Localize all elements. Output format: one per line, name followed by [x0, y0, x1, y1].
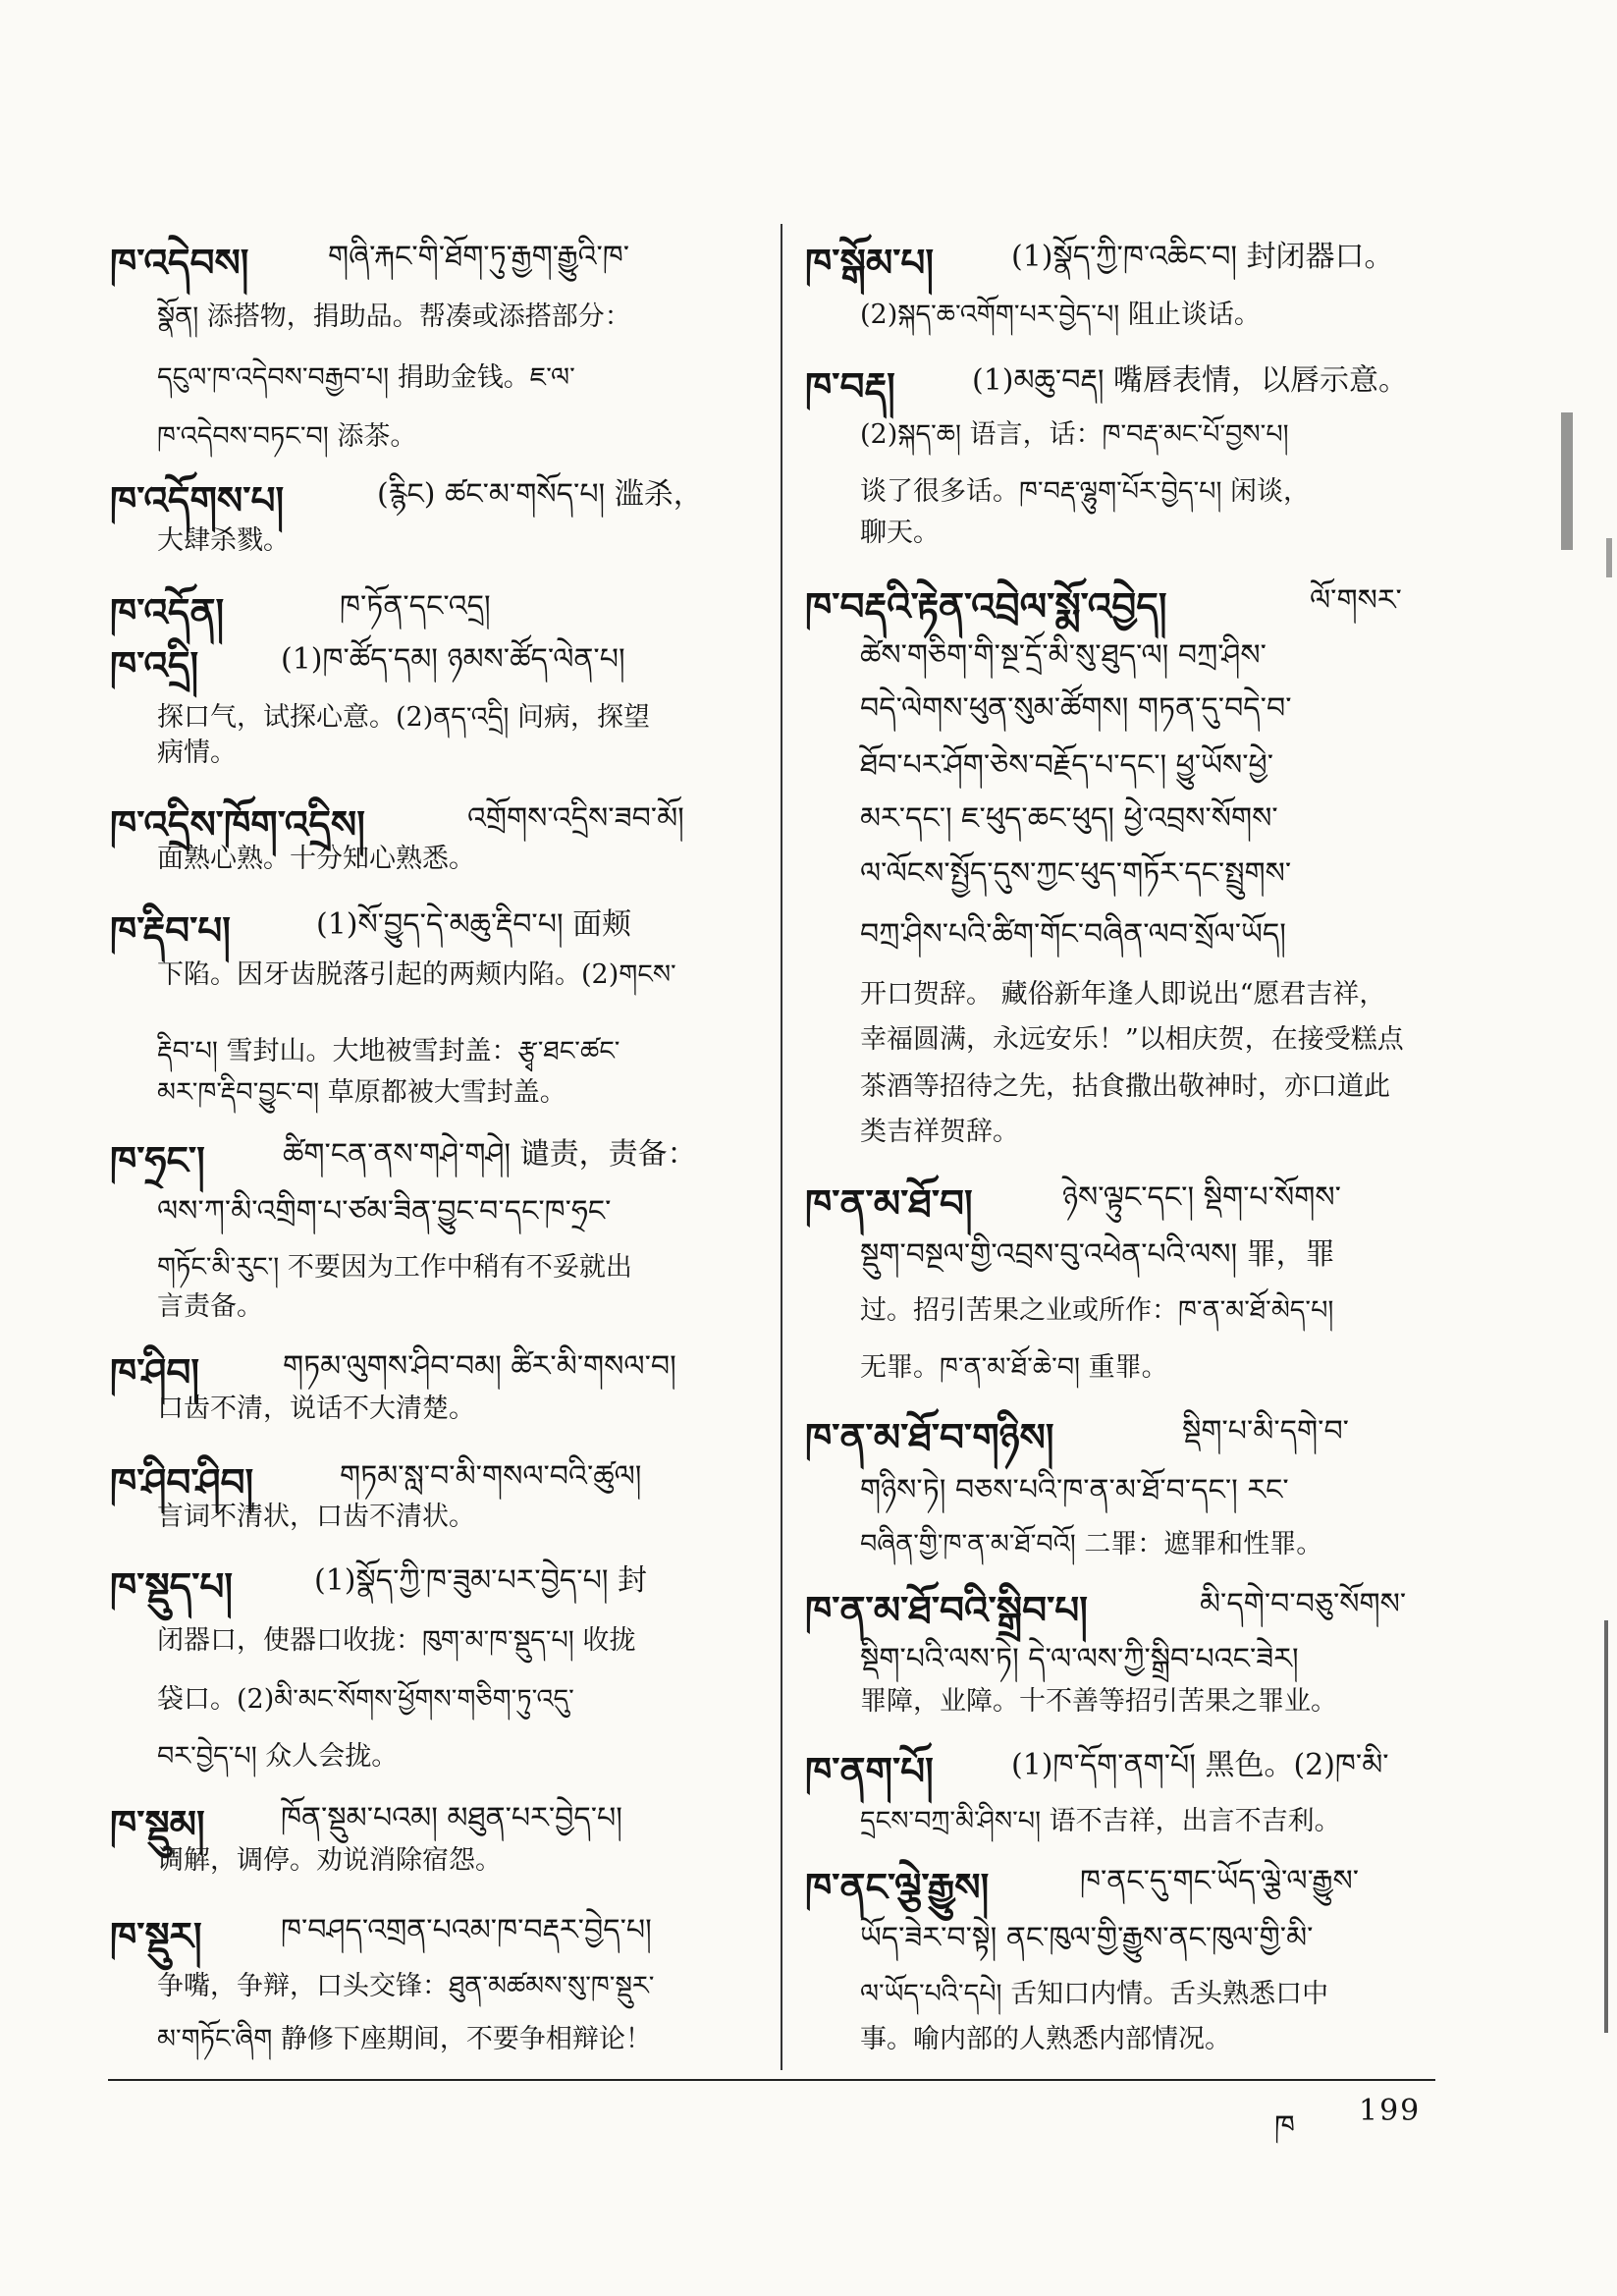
definition-line: སྡིག་པ་མི་དགེ་བ་	[1182, 1414, 1349, 1449]
headword: ཁ་ཤིབ་ཤིབ།	[110, 1460, 254, 1505]
definition-line: (2)སྐད་ཆ། 语言，话：ཁ་བརྡ་མང་པོ་བྱས་པ།	[860, 419, 1289, 450]
definition-line: 病情。	[157, 738, 237, 768]
definition-line: (རྙིང) ཚང་མ་གསོད་པ། 滥杀，	[377, 477, 703, 512]
definition-line: མི་དགེ་བ་བཅུ་སོགས་	[1200, 1587, 1407, 1621]
headword: ཁ་ཧྲང་།	[110, 1138, 205, 1183]
definition-line: གཏོང་མི་རུང་། 不要因为工作中稍有不妥就出	[157, 1252, 632, 1283]
headword: ཁ་སྡུད་པ།	[110, 1564, 234, 1610]
definition-line: བཞིན་གྱི་ཁ་ན་མ་ཐོ་བའོ། 二罪：遮罪和性罪。	[860, 1529, 1323, 1559]
definition-line: སྣོན། 添搭物，捐助品。帮凑或添搭部分：	[157, 301, 631, 332]
definition-line: 言责备。	[157, 1291, 263, 1322]
definition-line: ཐོབ་པར་ཤོག་ཅེས་བརྗོད་པ་དང་། ཕྱུ་ཡོས་ཕྱེ་	[860, 748, 1274, 783]
definition-line: ཁ་འདེབས་བཏང་བ། 添茶。	[157, 421, 417, 452]
definition-line: 探口气，试探心意。(2)ནད་འདྲི། 问病，探望	[157, 702, 650, 733]
headword: ཁ་སྡུར།	[110, 1914, 202, 1959]
definition-line: 无罪。ཁ་ན་མ་ཐོ་ཆེ་བ། 重罪。	[860, 1352, 1168, 1383]
headword: ཁ་འདོན།	[110, 590, 225, 635]
definition-line: གཞི་རྐང་གི་ཐོག་ཏུ་རྒྱག་རྒྱུའི་ཁ་	[328, 240, 630, 274]
definition-line: 面熟心熟。十分知心熟悉。	[157, 844, 475, 874]
definition-line: བར་བྱེད་པ། 众人会拢。	[157, 1741, 399, 1772]
footer-rule	[108, 2079, 1435, 2081]
definition-line: གཉིས་ཏེ། བཅས་པའི་ཁ་ན་མ་ཐོ་བ་དང་། རང་	[860, 1473, 1289, 1507]
definition-line: (1)སྣོད་ཀྱི་ཁ་ཟུམ་པར་བྱེད་པ། 封	[314, 1563, 648, 1598]
definition-line: ཁ་བཤད་འགྲན་པའམ་ཁ་བརྡར་བྱེད་པ།	[281, 1913, 652, 1947]
headword: ཁ་བརྡ།	[805, 364, 895, 410]
definition-line: འགྲོགས་འདྲིས་ཟབ་མོ།	[467, 801, 684, 836]
definition-line: ལས་ཀ་མི་འགྲིག་པ་ཙམ་ཟིན་བྱུང་བ་དང་ཁ་ཧྲང་	[157, 1194, 612, 1229]
definition-line: དངུལ་ཁ་འདེབས་བརྒྱབ་པ། 捐助金钱。ཇ་ལ་	[157, 362, 575, 393]
definition-line: མ་གཏོང་ཞིག 静修下座期间，不要争相辩论！	[157, 2024, 652, 2054]
definition-line: 言词不清状，口齿不清状。	[157, 1502, 475, 1532]
headword: ཁ་འདེབས།	[110, 241, 249, 286]
definition-line: ཡོད་ཟེར་བ་སྟེ། ནང་ཁུལ་གྱི་རྒྱུས་ནང་ཁུལ་གྱི་མི་	[860, 1921, 1314, 1955]
definition-line: མར་ཁ་རྡིབ་བྱུང་བ། 草原都被大雪封盖。	[157, 1077, 566, 1108]
page-number: 199	[1359, 2094, 1422, 2128]
definition-line: བདེ་ལེགས་ཕུན་སུམ་ཚོགས། གཏན་དུ་བདེ་བ་	[860, 691, 1292, 726]
headword: ཁ་ནག་པོ།	[805, 1749, 934, 1794]
definition-line: 谈了很多话。ཁ་བརྡ་ལྷུག་པོར་བྱེད་པ། 闲谈，	[860, 476, 1311, 507]
definition-line: སྡུག་བསྔལ་གྱི་འབྲས་བུ་འཕེན་པའི་ལས། 罪，罪	[860, 1237, 1335, 1272]
definition-line: 罪障，业障。十不善等招引苦果之罪业。	[860, 1686, 1337, 1717]
definition-line: 袋口。(2)མི་མང་སོགས་ཕྱོགས་གཅིག་ཏུ་འདུ་	[157, 1684, 574, 1715]
definition-line: 闭器口，使器口收拢：ཁུག་མ་ཁ་སྡུད་པ། 收拢	[157, 1625, 636, 1656]
definition-line: 聊天。	[860, 518, 940, 548]
definition-line: རྡིབ་པ། 雪封山。大地被雪封盖：རྩྭ་ཐང་ཚང་	[157, 1036, 620, 1066]
scan-edge-mark	[1606, 538, 1612, 577]
column-divider	[781, 224, 782, 2070]
section-letter: ཁ	[1274, 2109, 1295, 2144]
definition-line: ཁ་ཏོན་དང་འདྲ།	[340, 589, 491, 624]
definition-line: གཏམ་ལུགས་ཤིབ་བམ། ཚིར་མི་གསལ་བ།	[283, 1349, 676, 1384]
headword: ཁ་ན་མ་ཐོ་བ་གཉིས།	[805, 1415, 1054, 1460]
definition-line: 类吉祥贺辞。	[860, 1117, 1019, 1147]
definition-line: གཏམ་སླ་བ་མི་གསལ་བའི་ཚུལ།	[340, 1459, 642, 1494]
scan-edge-mark	[1604, 1620, 1608, 2033]
definition-line: (1)ཁ་དོག་ནག་པོ། 黑色。(2)ཁ་མི་	[1011, 1748, 1389, 1782]
definition-line: 过。招引苦果之业或所作：ཁ་ན་མ་ཐོ་མེད་པ།	[860, 1295, 1334, 1326]
definition-line: 口齿不清，说话不大清楚。	[157, 1394, 475, 1424]
definition-line: བཀྲ་ཤིས་པའི་ཚིག་གོང་བཞིན་ལབ་སྲོལ་ཡོད།	[860, 917, 1286, 952]
headword: ཁ་བརྡའི་རྟེན་འབྲེལ་སྨོ་འབྱེད།	[805, 584, 1167, 629]
definition-line: 调解，调停。劝说消除宿怨。	[157, 1845, 502, 1876]
headword: ཁ་སྒོམ་པ།	[805, 241, 935, 286]
definition-line: སྡིག་པའི་ལས་ཏེ། དེ་ལ་ལས་ཀྱི་སྒྲིབ་པའང་ཟེར།	[860, 1642, 1299, 1676]
headword: ཁ་འདོགས་པ།	[110, 478, 285, 523]
definition-line: ཚེས་གཅིག་གི་སྔ་དྲོ་མི་སུ་ཐུད་ལ། བཀྲ་ཤིས་	[860, 638, 1267, 673]
definition-line: 下陷。因牙齿脱落引起的两颊内陷。(2)གངས་	[157, 959, 676, 990]
headword: ཁ་འདྲིས་ཁོག་འདྲིས།	[110, 802, 365, 847]
definition-line: ལོ་གསར་	[1310, 583, 1402, 618]
definition-line: 茶酒等招待之先，拈食撒出敬神时，亦口道此	[860, 1071, 1390, 1102]
definition-line: མར་དང་། ཇ་ཕུད་ཆང་ཕུད། ཕྱེ་འབྲས་སོགས་	[860, 801, 1278, 836]
definition-line: (2)སྐད་ཆ་འགོག་པར་བྱེད་པ། 阻止谈话。	[860, 300, 1261, 330]
definition-line: ལ་ལོངས་སྤྱོད་དུས་ཀྱང་ཕུད་གཏོར་དང་སྤྲུགས་	[860, 856, 1292, 891]
headword: ཁ་ཤིབ།	[110, 1350, 200, 1395]
definition-line: དྲངས་བཀྲ་མི་ཤིས་པ། 语不吉祥，出言不吉利。	[860, 1806, 1341, 1836]
headword: ཁ་ན་མ་ཐོ་བ།	[805, 1181, 973, 1227]
definition-line: ཁ་ནང་དུ་གང་ཡོད་ལྕེ་ལ་རྒྱུས་	[1080, 1864, 1360, 1898]
definition-line: 幸福圆满，永远安乐！”以相庆贺，在接受糕点	[860, 1024, 1404, 1055]
headword: ཁ་རྡིབ་པ།	[110, 908, 231, 954]
definition-line: (1)སོ་བྱུད་དེ་མཆུ་རྡིབ་པ། 面颊	[316, 907, 632, 942]
definition-line: (1)ཁ་ཚོད་དམ། ཉམས་ཚོད་ལེན་པ།	[281, 642, 625, 677]
scan-edge-mark	[1561, 412, 1573, 550]
definition-line: ཁོན་སྡུམ་པའམ། མཐུན་པར་བྱེད་པ།	[281, 1801, 622, 1835]
definition-line: (1)སྣོད་ཀྱི་ཁ་འཆིང་བ། 封闭器口。	[1011, 240, 1394, 274]
definition-line: 开口贺辞。 藏俗新年逢人即说出“愿君吉祥，	[860, 979, 1386, 1010]
definition-line: ཚིག་ངན་ནས་གཤེ་གཤེ། 谴责，责备：	[283, 1137, 697, 1172]
headword: ཁ་སྡུམ།	[110, 1802, 205, 1847]
headword: ཁ་ན་མ་ཐོ་བའི་སྒྲིབ་པ།	[805, 1588, 1088, 1633]
definition-line: 大肆杀戮。	[157, 525, 290, 556]
definition-line: 事。喻内部的人熟悉内部情况。	[860, 2024, 1231, 2054]
definition-line: ཉེས་ལྟུང་དང་། སྡིག་པ་སོགས་	[1062, 1180, 1341, 1215]
definition-line: 争嘴，争辩，口头交锋：ཐུན་མཚམས་སུ་ཁ་སྡུར་	[157, 1971, 655, 2001]
headword: ཁ་འདྲི།	[110, 643, 199, 688]
definition-line: (1)མཆུ་བརྡ། 嘴唇表情，以唇示意。	[972, 363, 1409, 398]
headword: ཁ་ནང་ལྕེ་རྒྱུས།	[805, 1865, 990, 1910]
definition-line: ལ་ཡོད་པའི་དཔེ། 舌知口内情。舌头熟悉口中	[860, 1979, 1329, 2009]
